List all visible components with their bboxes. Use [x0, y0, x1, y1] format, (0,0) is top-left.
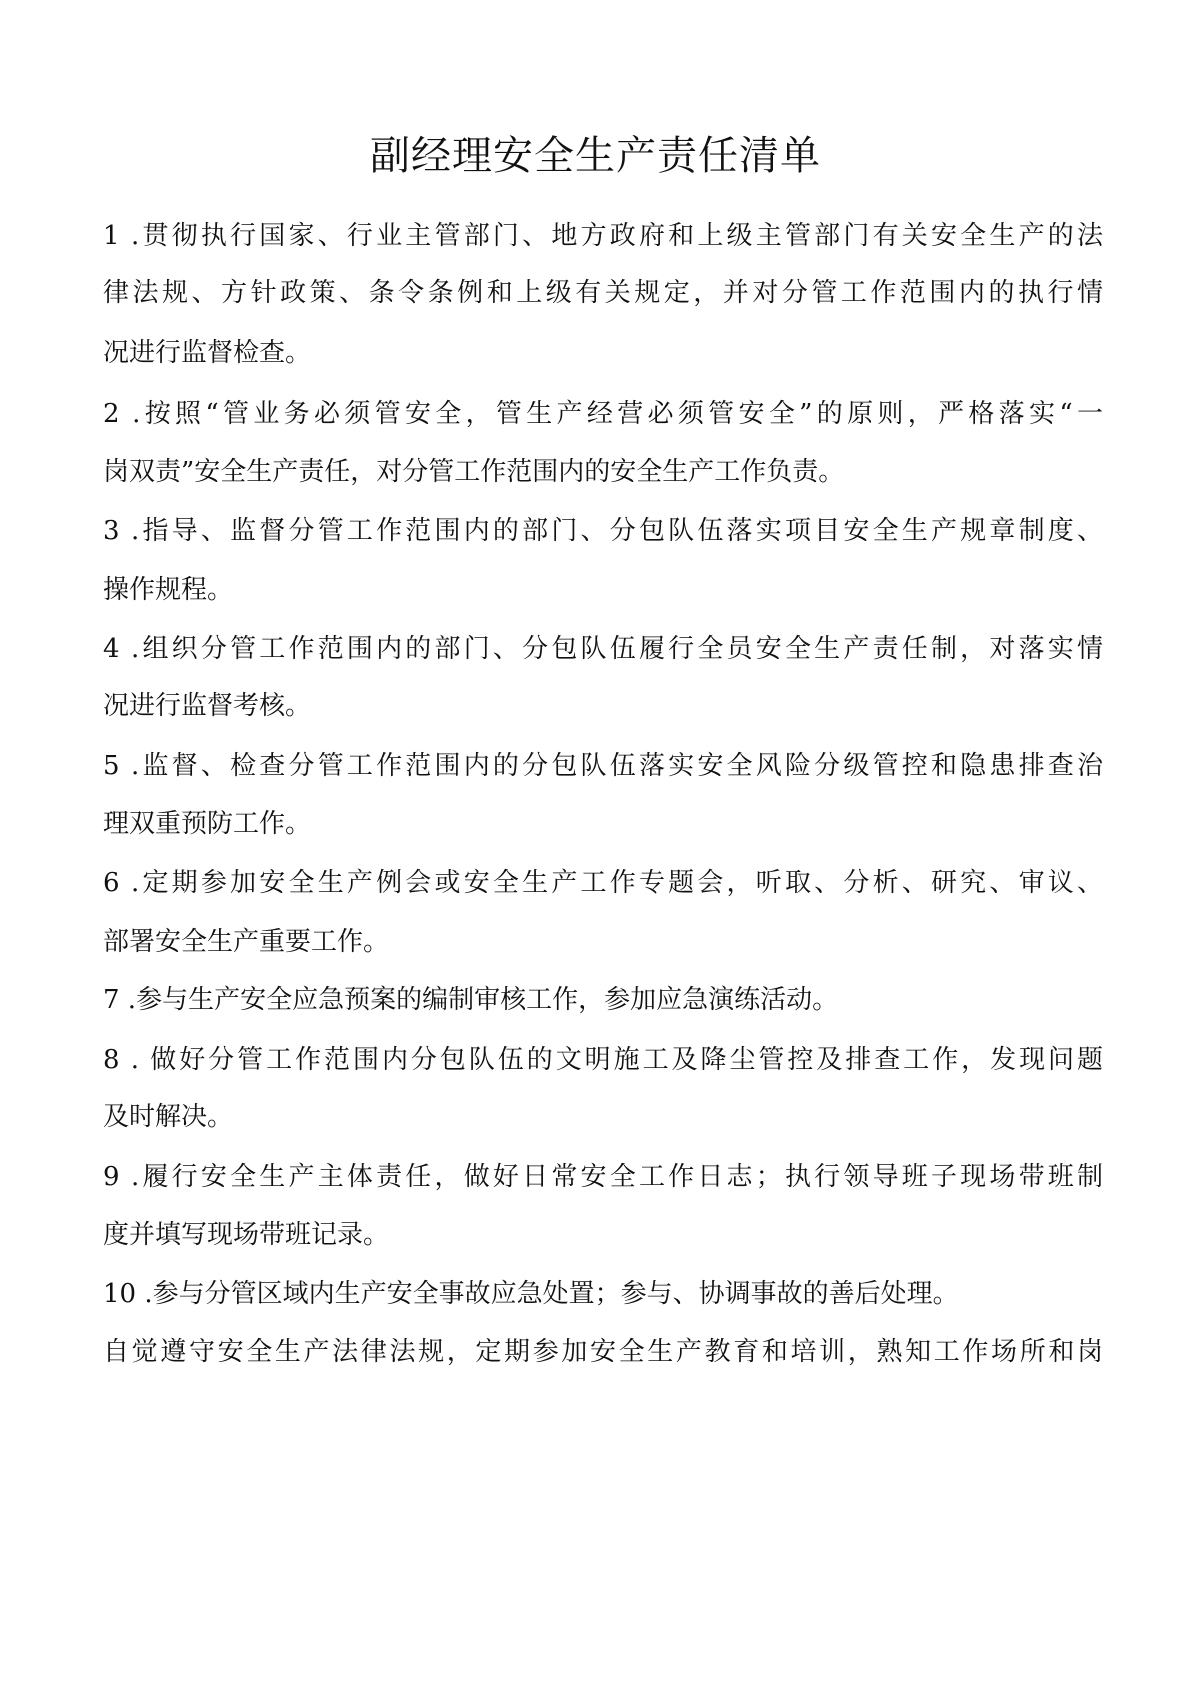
text-line-item4-2: 况进行监督考核。 [103, 691, 312, 721]
text-line-item9-1: 9 .履行安全生产主体责任，做好日常安全工作日志；执行领导班子现场带班制 [103, 1162, 1103, 1192]
text-line-item2-2: 岗双责”安全生产责任，对分管工作范围内的安全生产工作负责。 [103, 457, 845, 487]
text-line-item2-1: 2 .按照“管业务必须管安全，管生产经营必须管安全”的原则，严格落实“一 [103, 399, 1103, 429]
text-line-item3-2: 操作规程。 [103, 575, 234, 605]
text-line-item9-2: 度并填写现场带班记录。 [103, 1220, 390, 1250]
text-line-item1-3: 况进行监督检查。 [103, 338, 312, 368]
text-line-item8-1: 8 . 做好分管工作范围内分包队伍的文明施工及降尘管控及排查工作，发现问题 [103, 1045, 1103, 1075]
text-line-item10-1: 10 .参与分管区域内生产安全事故应急处置；参与、协调事故的善后处理。 [103, 1279, 959, 1309]
document-title: 副经理安全生产责任清单 [370, 133, 821, 179]
text-line-item4-1: 4 .组织分管工作范围内的部门、分包队伍履行全员安全生产责任制，对落实情 [103, 634, 1103, 664]
text-line-item3-1: 3 .指导、监督分管工作范围内的部门、分包队伍落实项目安全生产规章制度、 [103, 516, 1103, 546]
text-line-item5-2: 理双重预防工作。 [103, 809, 312, 839]
text-line-item1-1: 1 .贯彻执行国家、行业主管部门、地方政府和上级主管部门有关安全生产的法 [103, 221, 1103, 251]
text-line-item8-2: 及时解决。 [103, 1102, 234, 1132]
text-line-item7-1: 7 .参与生产安全应急预案的编制审核工作，参加应急演练活动。 [103, 985, 839, 1015]
text-line-item6-2: 部署安全生产重要工作。 [103, 927, 390, 957]
text-line-paragraph-1: 自觉遵守安全生产法律法规，定期参加安全生产教育和培训，熟知工作场所和岗 [103, 1337, 1103, 1367]
text-line-item6-1: 6 .定期参加安全生产例会或安全生产工作专题会，听取、分析、研究、审议、 [103, 868, 1103, 898]
text-line-item5-1: 5 .监督、检查分管工作范围内的分包队伍落实安全风险分级管控和隐患排查治 [103, 751, 1103, 781]
text-line-item1-2: 律法规、方针政策、条令条例和上级有关规定，并对分管工作范围内的执行情 [103, 278, 1103, 308]
